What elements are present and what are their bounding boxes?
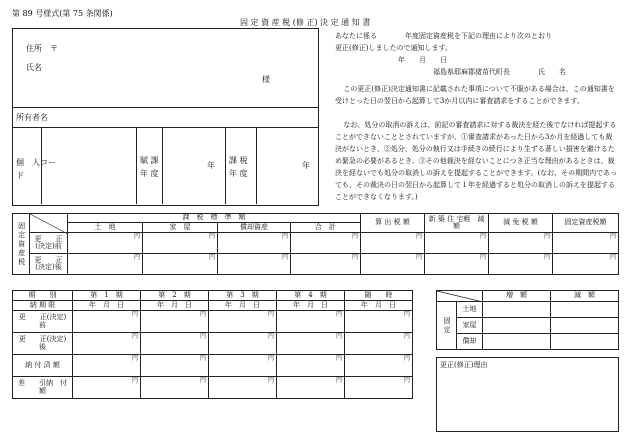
- table-row: 更 正(決定)後 円 円 円 円 円 円 円 円: [13, 254, 619, 275]
- fixed-asset-tax-side-label: 固定資産税: [13, 214, 30, 275]
- notice-paragraph: この更正(修正)決定通知書に記載された事項について不服がある場合は、この通知書を受けとった日の翌日から起算して3か月以内に審査請求をすることができます。: [335, 85, 615, 105]
- period-1-header: 第 1 期: [73, 291, 141, 301]
- tax-base-group-header: 課 税 標 準 額: [68, 214, 361, 223]
- fixed-side-label: 固定: [437, 302, 457, 350]
- total-header: 合 計: [291, 223, 361, 233]
- recipient-box: [12, 28, 319, 206]
- individual-code-label: 個 人コード: [16, 158, 56, 180]
- house-header: 家 屋: [143, 223, 218, 233]
- land-row-label: 土地: [457, 302, 483, 318]
- address-label: 住所 〒: [26, 44, 58, 53]
- mayor-name: 福島県耶麻郡猪苗代町長 氏 名: [433, 68, 566, 76]
- period-header: 期 別: [13, 291, 73, 301]
- period-2-header: 第 2 期: [141, 291, 209, 301]
- increase-decrease-table: [436, 290, 619, 350]
- balance-due-label: 差 引納 付 額: [13, 377, 73, 399]
- increase-header: 増 額: [483, 291, 551, 302]
- calculated-tax-header: 算 出 税 額: [361, 214, 425, 233]
- tax-year-unit: 年: [207, 161, 215, 170]
- depreciable-row-label: 償却: [457, 334, 483, 350]
- anytime-header: 随 時: [345, 291, 413, 301]
- new-housing-reduction-header: 新 築 住 宅軽 減 額: [425, 214, 489, 233]
- row-label-before: 更 正(決定)前: [30, 233, 68, 254]
- table-row: 納 付 済 額 円 円 円 円 円: [13, 355, 413, 377]
- sama-label: 様: [262, 75, 270, 84]
- appeal-paragraph: なお、処分の取消の訴えは、前記の審査請求に対する裁決を経た後でなければ提起することができないこととされていますが、①審査請求があった日から3か月を経過しても裁決がないとき、②処分、処分の執行又は手続きの続行により生ずる著しい損害を避けるため緊急の必要があるとき、③その他裁決を経ないことにつき正当な理由があるときは、裁決を経ないでも処分の取消しの訴えを提起することができます。(なお、その期間内であっても、その裁決の日の翌日から起算して１年を経過すると処分の取消しの訴えを提起することができなくなります。): [335, 121, 618, 201]
- reason-label: 更正(修正)理由: [440, 361, 488, 369]
- taxation-year-unit: 年: [302, 161, 310, 170]
- taxation-year-label: 課 税年 度: [229, 156, 248, 178]
- intro-line-2: 更正(修正)しましたので通知します。: [335, 44, 452, 52]
- name-label: 氏名: [26, 63, 42, 72]
- decrease-header: 減 額: [551, 291, 619, 302]
- period-4-header: 第 4 期: [277, 291, 345, 301]
- form-title: 固 定 資 産 税 (修 正) 決 定 通 知 書: [240, 18, 371, 27]
- table-row: 更 正(決定) 前 円 円 円 円 円: [13, 311, 413, 333]
- intro-line-1: あなたに係る 年度固定資産税を下記の理由により次のとおり: [335, 32, 552, 40]
- fixed-asset-tax-header: 固定資産税額: [553, 214, 619, 233]
- due-date-label: 納 期 限: [13, 301, 73, 311]
- tax-amount-table: [12, 213, 619, 275]
- land-header: 土 地: [68, 223, 143, 233]
- owner-label: 所有者名: [16, 113, 48, 122]
- header-diagonal-cell-2: [437, 291, 483, 302]
- paid-amount-label: 納 付 済 額: [13, 355, 73, 377]
- period-row-before: 更 正(決定) 前: [13, 311, 73, 333]
- period-row-after: 更 正(決定) 後: [13, 333, 73, 355]
- tax-year-label: 賦 課年 度: [140, 156, 159, 178]
- notice-date: 年 月 日: [398, 56, 447, 64]
- house-row-label: 家屋: [457, 318, 483, 334]
- table-row: 更 正(決定)前 円 円 円 円 円 円 円 円: [13, 233, 619, 254]
- row-label-after: 更 正(決定)後: [30, 254, 68, 275]
- table-row: 差 引納 付 額 円 円 円 円 円: [13, 377, 413, 399]
- form-label: 第 89 号様式(第 75 条関係): [12, 9, 113, 18]
- depreciable-assets-header: 償却資産: [218, 223, 291, 233]
- period-3-header: 第 3 期: [209, 291, 277, 301]
- payment-period-table: 期 別 第 1 期 第 2 期 第 3 期 第 4 期 随 時 納 期 限 年 月 日 年 月 日 年 月 日 年 月 日 年 月 日 更 正(決定) 前 円 円 円 円 円 更 正(決定) 後 円 円 円 円 円 納 付 済 額 円 円 円 円 円 差 引納 付 額 円 円 円 円 円: [12, 290, 413, 399]
- exemption-tax-header: 減 免 税 額: [489, 214, 553, 233]
- table-row: 更 正(決定) 後 円 円 円 円 円: [13, 333, 413, 355]
- header-diagonal-cell: [30, 214, 68, 233]
